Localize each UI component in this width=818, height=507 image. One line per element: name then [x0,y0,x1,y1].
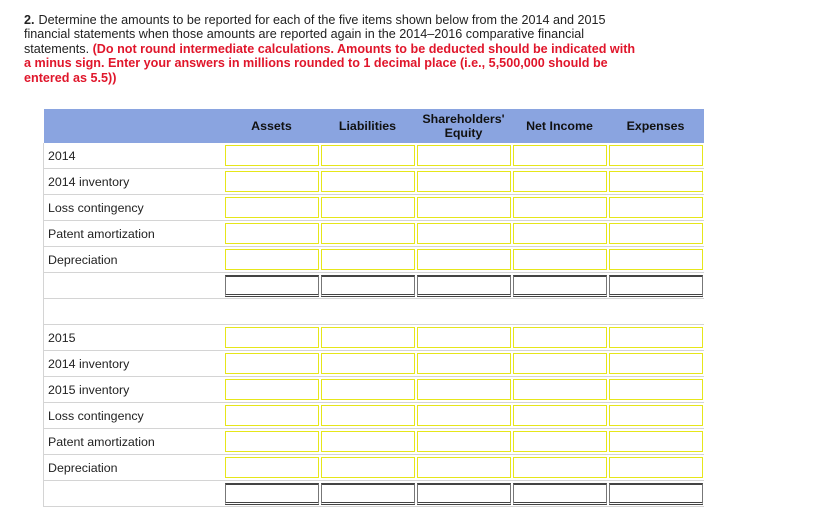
header-shareholders-equity-line2: Equity [444,126,483,140]
header-assets: Assets [224,109,320,143]
answer-input[interactable] [417,431,511,452]
answer-input[interactable] [609,197,703,218]
table-row [44,325,704,351]
table-row [44,247,704,273]
table-header-row [44,109,704,143]
answer-input[interactable] [609,431,703,452]
total-cell [608,481,704,507]
total-input[interactable] [225,275,319,297]
answer-input[interactable] [321,457,415,478]
row-label: Depreciation [44,455,224,481]
answer-input[interactable] [417,223,511,244]
answer-cell [608,455,704,481]
answer-table [43,109,704,507]
answer-input[interactable] [225,249,319,270]
answer-cell [512,455,608,481]
answer-cell [512,247,608,273]
row-label: 2015 [44,325,224,351]
answer-input[interactable] [513,457,607,478]
answer-cell [512,351,608,377]
answer-input[interactable] [417,379,511,400]
answer-input[interactable] [417,457,511,478]
total-cell [608,273,704,299]
answer-input[interactable] [513,353,607,374]
total-cell [224,481,320,507]
answer-cell [416,429,512,455]
answer-input[interactable] [225,171,319,192]
answer-cell [512,403,608,429]
answer-cell [224,247,320,273]
answer-input[interactable] [417,145,511,166]
answer-cell [608,299,704,325]
table-row [44,455,704,481]
answer-cell [512,143,608,169]
table-row [44,351,704,377]
total-cell [416,481,512,507]
answer-input[interactable] [513,431,607,452]
answer-cell [416,169,512,195]
answer-cell [320,429,416,455]
total-row-label [44,273,224,299]
answer-cell [608,403,704,429]
total-input[interactable] [609,483,703,505]
answer-cell [224,143,320,169]
answer-cell [512,195,608,221]
answer-cell [224,403,320,429]
table-row [44,429,704,455]
answer-input[interactable] [513,327,607,348]
answer-input[interactable] [609,405,703,426]
total-input[interactable] [609,275,703,297]
answer-input[interactable] [225,223,319,244]
answer-input[interactable] [513,197,607,218]
table-row [44,377,704,403]
row-label: Depreciation [44,247,224,273]
answer-input[interactable] [321,327,415,348]
answer-cell [608,169,704,195]
answer-input[interactable] [417,171,511,192]
answer-input[interactable] [513,145,607,166]
answer-cell [224,377,320,403]
answer-cell [320,195,416,221]
answer-input[interactable] [417,353,511,374]
answer-input[interactable] [609,145,703,166]
header-expenses: Expenses [608,109,704,143]
answer-cell [512,221,608,247]
answer-cell [416,377,512,403]
total-input[interactable] [417,483,511,505]
answer-input[interactable] [513,405,607,426]
answer-cell [416,351,512,377]
answer-cell [416,403,512,429]
answer-cell [224,429,320,455]
row-label: 2014 inventory [44,169,224,195]
answer-cell [512,429,608,455]
total-input[interactable] [225,483,319,505]
question-number: 2. [24,13,35,27]
header-liabilities: Liabilities [320,109,416,143]
answer-cell [608,325,704,351]
header-blank [44,109,224,143]
answer-input[interactable] [609,171,703,192]
answer-cell [608,377,704,403]
answer-input[interactable] [417,249,511,270]
header-shareholders-equity-line1: Shareholders' [422,112,505,126]
answer-cell [608,247,704,273]
answer-input[interactable] [225,457,319,478]
total-cell [320,481,416,507]
answer-cell [320,247,416,273]
answer-input[interactable] [609,327,703,348]
header-net-income: Net Income [512,109,608,143]
answer-input[interactable] [609,353,703,374]
total-input[interactable] [417,275,511,297]
answer-input[interactable] [609,457,703,478]
answer-input[interactable] [321,223,415,244]
answer-input[interactable] [321,379,415,400]
answer-cell [608,195,704,221]
answer-cell [320,169,416,195]
answer-input[interactable] [321,145,415,166]
answer-cell [416,195,512,221]
total-row-label [44,481,224,507]
answer-input[interactable] [513,171,607,192]
answer-cell [320,299,416,325]
total-cell [320,273,416,299]
answer-cell [320,325,416,351]
answer-input[interactable] [321,197,415,218]
answer-cell [224,221,320,247]
total-input[interactable] [321,275,415,297]
answer-cell [416,455,512,481]
answer-cell [416,247,512,273]
total-row [44,481,704,507]
answer-cell [512,299,608,325]
total-cell [512,273,608,299]
table-row [44,403,704,429]
answer-cell [224,455,320,481]
table-row [44,195,704,221]
total-row [44,273,704,299]
answer-cell [224,325,320,351]
answer-cell [512,169,608,195]
answer-input[interactable] [225,353,319,374]
row-label: Patent amortization [44,429,224,455]
answer-input[interactable] [225,379,319,400]
answer-input[interactable] [225,431,319,452]
row-label: Loss contingency [44,403,224,429]
answer-input[interactable] [321,249,415,270]
answer-input[interactable] [321,353,415,374]
answer-cell [320,351,416,377]
answer-input[interactable] [609,223,703,244]
answer-input[interactable] [417,405,511,426]
row-label: Patent amortization [44,221,224,247]
answer-cell [416,299,512,325]
answer-input[interactable] [609,379,703,400]
answer-input[interactable] [321,171,415,192]
table-row [44,299,704,325]
answer-cell [512,377,608,403]
total-input[interactable] [321,483,415,505]
answer-cell [320,403,416,429]
answer-cell [608,221,704,247]
answer-input[interactable] [417,327,511,348]
answer-input[interactable] [513,249,607,270]
answer-cell [320,143,416,169]
answer-cell [608,429,704,455]
answer-cell [608,143,704,169]
header-shareholders-equity [416,109,512,143]
total-cell [224,273,320,299]
answer-input[interactable] [609,249,703,270]
answer-cell [224,195,320,221]
answer-input[interactable] [321,431,415,452]
row-label [44,299,224,325]
answer-cell [416,143,512,169]
answer-cell [416,221,512,247]
answer-cell [224,169,320,195]
answer-input[interactable] [417,197,511,218]
answer-input[interactable] [225,145,319,166]
answer-cell [512,325,608,351]
answer-cell [608,351,704,377]
table-row [44,143,704,169]
answer-cell [416,325,512,351]
question-text [24,13,644,85]
table-row [44,169,704,195]
answer-input[interactable] [513,379,607,400]
question-instructions: (Do not round intermediate calculations. Amounts to be deducted should be indicated with a minus sign. Enter your answers in millions rounded to 1 decimal place (i.e., 5,500,000 should be entered as 5.5)) [24,41,636,85]
question-body: Determine the amounts to be reported for each of the five items shown below from the 2014 and 2015 financial statements when those amounts are reported again in the 2014–2016 comparative financial statements. [24,13,606,56]
answer-cell [320,377,416,403]
answer-cell [224,299,320,325]
row-label: 2015 inventory [44,377,224,403]
total-cell [416,273,512,299]
total-input[interactable] [513,483,607,505]
answer-input[interactable] [225,327,319,348]
answer-input[interactable] [321,405,415,426]
answer-cell [320,221,416,247]
total-input[interactable] [513,275,607,297]
row-label: 2014 [44,143,224,169]
row-label: Loss contingency [44,195,224,221]
answer-input[interactable] [225,405,319,426]
answer-input[interactable] [513,223,607,244]
answer-cell [224,351,320,377]
answer-input[interactable] [225,197,319,218]
answer-cell [320,455,416,481]
total-cell [512,481,608,507]
table-row [44,221,704,247]
row-label: 2014 inventory [44,351,224,377]
